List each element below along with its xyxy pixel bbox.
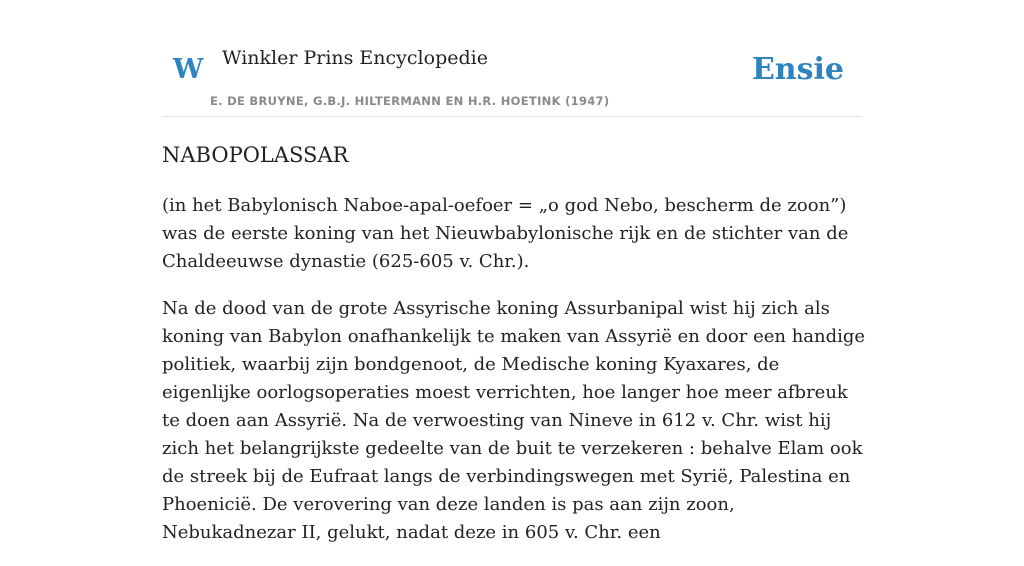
article-body [162, 192, 866, 566]
article-title: NABOPOLASSAR [162, 143, 349, 167]
site-header [162, 0, 862, 117]
winkler-prins-logo[interactable]: W [173, 54, 204, 85]
ensie-logo-link[interactable]: Ensie [751, 52, 844, 87]
site-title[interactable]: Winkler Prins Encyclopedie [222, 47, 488, 69]
authors-line: E. DE BRUYNE, G.B.J. HILTERMANN EN H.R. HOETINK (1947) [210, 94, 610, 108]
article-paragraph-1: (in het Babylonisch Naboe-apal-oefoer = „o god Nebo, bescherm de zoon”) was de eerste koning van het Nieuwbabylonische rijk en de stichter van de Chaldeeuwse dynastie (625-605 v. Chr.). [162, 195, 849, 272]
article-paragraph-2: Na de dood van de grote Assyrische koning Assurbanipal wist hij zich als koning van Babylon onafhankelijk te maken van Assyrië en door een handige politiek, waarbij zijn bondgenoot, de Medische koning Kyaxares, de eigenlijke oorlogsoperaties moest verrichten, hoe langer hoe meer afbreuk te doen aan Assyrië. Na de verwoesting van Nineve in 612 v. Chr. wist hij zich het belangrijkste gedeelte van de buit te verzekeren : behalve Elam ook de streek bij de Eufraat langs de verbindingswegen met Syrië, Palestina en Phoenicië. De verovering van deze landen is pas aan zijn zoon, Nebukadnezar II, gelukt, nadat deze in 605 v. Chr. een [162, 298, 866, 543]
